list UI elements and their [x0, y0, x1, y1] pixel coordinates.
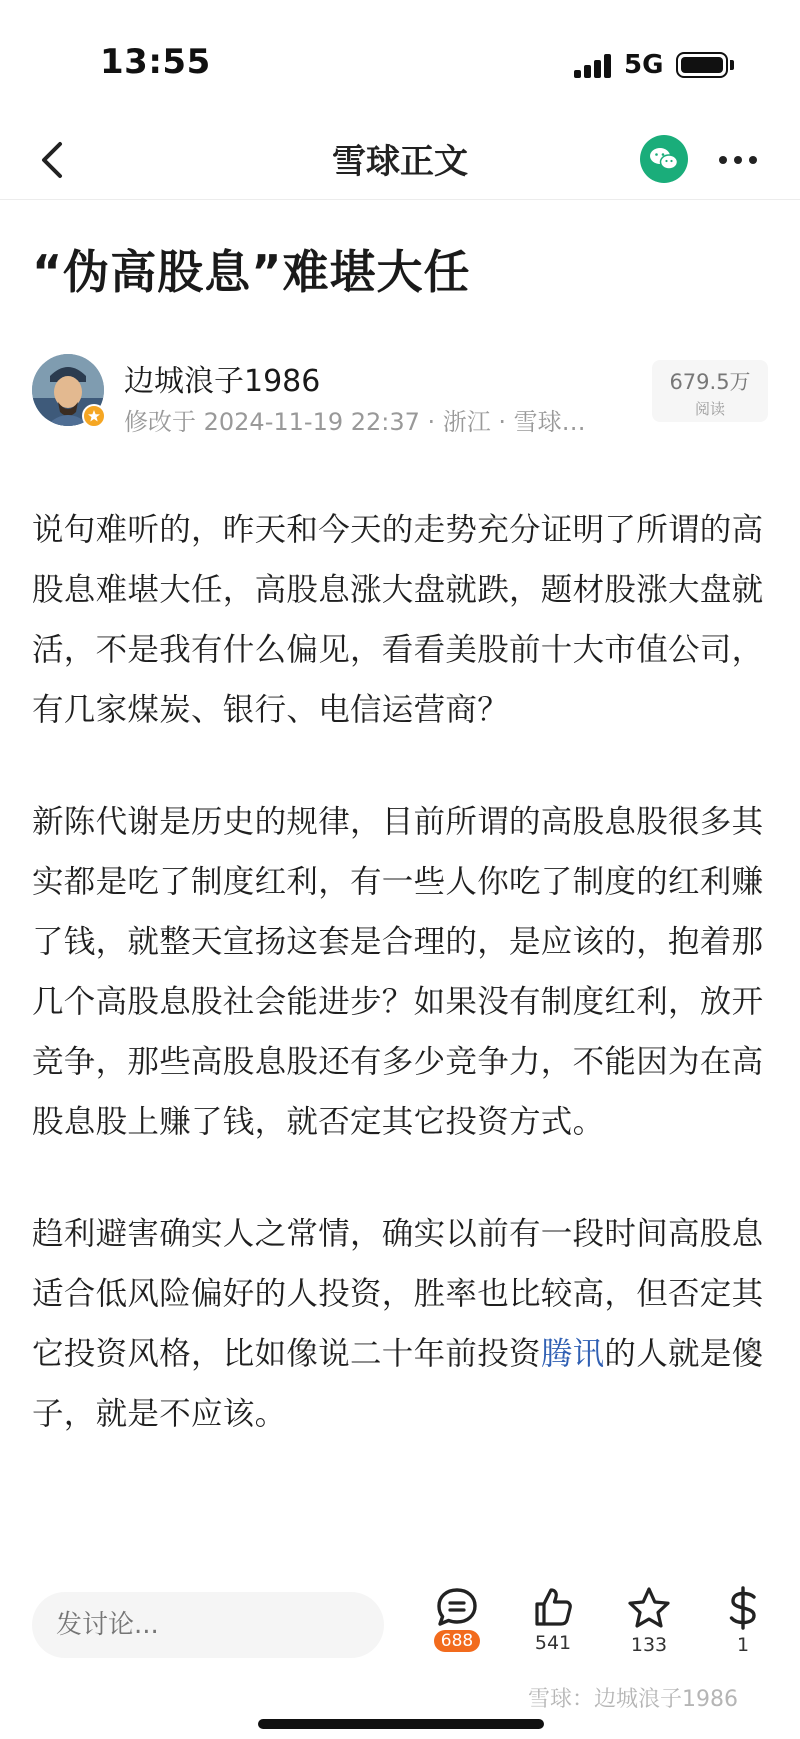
- comments-count-badge: 688: [434, 1630, 480, 1652]
- bottom-bar: [0, 1582, 800, 1739]
- likes-count: 541: [534, 1632, 572, 1654]
- watermark: 雪球：边城浪子1986: [528, 1687, 738, 1712]
- paragraph: [32, 1204, 772, 1444]
- network-label: 5G: [624, 50, 664, 80]
- views-box: [652, 360, 768, 422]
- paragraph: 新陈代谢是历史的规律，目前所谓的高股息股很多其实都是吃了制度红利，有一些人你吃了制度的红利赚了钱，就整天宣扬这套是合理的，是应该的，抱着那几个高股息股社会能进步？如果没有制度红利，放开竞争，那些高股息股还有多少竞争力，不能因为在高股息股上赚了钱，就否定其它投资方式。: [32, 804, 764, 1140]
- comment-icon: [435, 1586, 479, 1628]
- views-label: 阅读: [694, 400, 725, 418]
- wechat-icon: [649, 146, 679, 172]
- author-name[interactable]: 边城浪子1986: [124, 364, 321, 399]
- nav-bar: [0, 120, 800, 200]
- page-title: 雪球正文: [332, 142, 468, 182]
- post-meta: 修改于 2024-11-19 22:37 · 浙江 · 雪球…: [124, 408, 586, 436]
- article-title: “伪高股息”难堪大任: [32, 245, 471, 299]
- comment-input[interactable]: [32, 1592, 384, 1658]
- more-button[interactable]: [712, 136, 764, 184]
- wechat-share-button[interactable]: [640, 135, 688, 183]
- favorites-count: 133: [630, 1634, 668, 1656]
- more-icon: [718, 155, 758, 165]
- paragraph-text: 的人就是傻子，就是不应该。: [32, 1336, 764, 1432]
- rewards-count: 1: [736, 1634, 750, 1656]
- battery-icon: [676, 52, 728, 78]
- home-indicator[interactable]: [258, 1719, 544, 1729]
- dollar-icon: [723, 1586, 763, 1630]
- battery-tip: [730, 60, 734, 70]
- like-icon: [531, 1586, 575, 1628]
- status-time: 13:55: [100, 42, 211, 82]
- stock-link-tencent[interactable]: 腾讯: [540, 1336, 605, 1372]
- verified-badge-icon: [82, 404, 106, 428]
- star-icon: [626, 1586, 672, 1630]
- like-button[interactable]: [518, 1582, 588, 1654]
- comment-button[interactable]: [422, 1582, 492, 1652]
- status-bar: [0, 0, 800, 120]
- paragraph: 说句难听的，昨天和今天的走势充分证明了所谓的高股息难堪大任，高股息涨大盘就跌，题材股涨大盘就活，不是我有什么偏见，看看美股前十大市值公司，有几家煤炭、银行、电信运营商？: [32, 512, 764, 728]
- views-count: 679.5万: [669, 370, 751, 394]
- paragraph-text: 趋利避害确实人之常情，确实以前有一段时间高股息适合低风险偏好的人投资，胜率也比较高，但否定其它投资风格，比如像说二十年前投资: [32, 1216, 764, 1372]
- reward-button[interactable]: [708, 1582, 778, 1656]
- favorite-button[interactable]: [614, 1582, 684, 1656]
- article-body: [32, 500, 772, 1496]
- signal-icon: [574, 54, 614, 78]
